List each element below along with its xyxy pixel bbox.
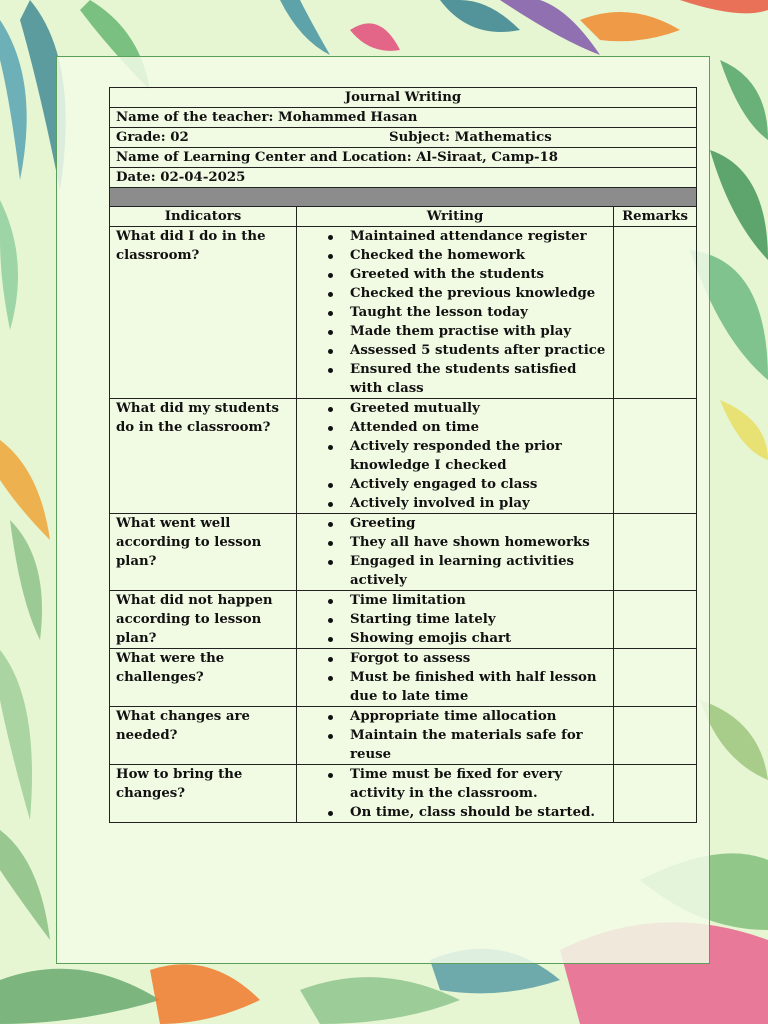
grade-subject-cell xyxy=(110,128,697,148)
remarks-cell xyxy=(614,649,697,707)
list-item: Taught the lesson today xyxy=(350,303,607,322)
table-row xyxy=(110,227,697,399)
col-header-remarks: Remarks xyxy=(614,207,697,227)
writing-cell xyxy=(297,649,614,707)
writing-cell xyxy=(297,227,614,399)
list-item: Forgot to assess xyxy=(350,649,607,668)
indicator-cell: What did not happen according to lesson plan? xyxy=(110,591,297,649)
table-row xyxy=(110,765,697,823)
writing-cell xyxy=(297,591,614,649)
indicator-cell: What changes are needed? xyxy=(110,707,297,765)
writing-cell xyxy=(297,514,614,591)
list-item: Checked the previous knowledge xyxy=(350,284,607,303)
table-row xyxy=(110,649,697,707)
col-header-indicators: Indicators xyxy=(110,207,297,227)
list-item: Showing emojis chart xyxy=(350,629,607,648)
list-item: Time must be fixed for every activity in the classroom. xyxy=(350,765,607,803)
list-item: Maintain the materials safe for reuse xyxy=(350,726,607,764)
indicator-cell: How to bring the changes? xyxy=(110,765,297,823)
list-item: They all have shown homeworks xyxy=(350,533,607,552)
writing-list xyxy=(303,227,607,398)
center-row xyxy=(110,148,697,168)
journal-title: Journal Writing xyxy=(110,88,697,108)
remarks-cell xyxy=(614,514,697,591)
writing-cell xyxy=(297,399,614,514)
list-item: Attended on time xyxy=(350,418,607,437)
list-item: Actively involved in play xyxy=(350,494,607,513)
gray-separator xyxy=(110,188,697,207)
column-header-row xyxy=(110,207,697,227)
grade-label: Grade: 02 xyxy=(116,130,189,145)
list-item: Must be finished with half lesson due to late time xyxy=(350,668,607,706)
writing-list xyxy=(303,514,607,590)
writing-list xyxy=(303,707,607,764)
list-item: Actively engaged to class xyxy=(350,475,607,494)
list-item: Ensured the students satisfied with class xyxy=(350,360,607,398)
list-item: On time, class should be started. xyxy=(350,803,607,822)
list-item: Greeted mutually xyxy=(350,399,607,418)
date-label: Date: 02-04-2025 xyxy=(110,168,697,188)
remarks-cell xyxy=(614,765,697,823)
writing-cell xyxy=(297,765,614,823)
list-item: Actively responded the prior knowledge I checked xyxy=(350,437,607,475)
table-row xyxy=(110,399,697,514)
date-row xyxy=(110,168,697,188)
indicator-cell: What did my students do in the classroom? xyxy=(110,399,297,514)
list-item: Maintained attendance register xyxy=(350,227,607,246)
list-item: Greeted with the students xyxy=(350,265,607,284)
list-item: Appropriate time allocation xyxy=(350,707,607,726)
indicator-cell: What went well according to lesson plan? xyxy=(110,514,297,591)
teacher-row xyxy=(110,108,697,128)
learning-center: Name of Learning Center and Location: Al-Siraat, Camp-18 xyxy=(110,148,697,168)
indicator-cell: What did I do in the classroom? xyxy=(110,227,297,399)
subject-label: Subject: Mathematics xyxy=(389,130,552,145)
writing-cell xyxy=(297,707,614,765)
remarks-cell xyxy=(614,227,697,399)
writing-list xyxy=(303,649,607,706)
col-header-writing: Writing xyxy=(297,207,614,227)
list-item: Starting time lately xyxy=(350,610,607,629)
list-item: Assessed 5 students after practice xyxy=(350,343,606,358)
list-item: Made them practise with play xyxy=(350,322,607,341)
table-row xyxy=(110,591,697,649)
list-item: Checked the homework xyxy=(350,246,607,265)
table-row xyxy=(110,707,697,765)
indicator-cell: What were the challenges? xyxy=(110,649,297,707)
teacher-name: Name of the teacher: Mohammed Hasan xyxy=(110,108,697,128)
remarks-cell xyxy=(614,399,697,514)
remarks-cell xyxy=(614,591,697,649)
gray-band xyxy=(110,188,697,207)
list-item: Time limitation xyxy=(350,591,607,610)
table-row xyxy=(110,514,697,591)
remarks-cell xyxy=(614,707,697,765)
list-item: Greeting xyxy=(350,514,607,533)
writing-list xyxy=(303,399,607,513)
writing-list xyxy=(303,765,607,822)
list-item: Engaged in learning activities actively xyxy=(350,552,607,590)
writing-list xyxy=(303,591,607,648)
journal-table xyxy=(109,87,697,823)
grade-row xyxy=(110,128,697,148)
title-row xyxy=(110,88,697,108)
